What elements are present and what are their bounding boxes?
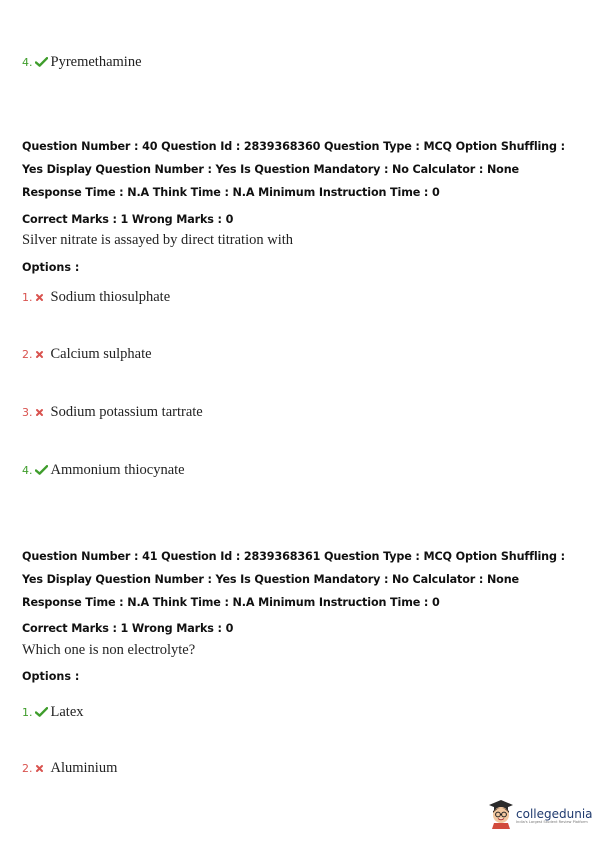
option-text: Sodium thiosulphate — [50, 289, 171, 305]
option-number: 4. — [22, 56, 33, 69]
question-40-option-1 — [22, 288, 170, 306]
question-40-option-2 — [22, 345, 152, 363]
option-text: Pyremethamine — [50, 54, 142, 70]
option-4-previous — [22, 53, 142, 71]
brand-tagline: India's Largest Student Review Platform — [516, 820, 588, 824]
question-40-meta: Question Number : 40 Question Id : 2839368360 Question Type : MCQ Option Shuffling : Yes Display Question Number : Yes Is Question Mandatory : No Calculator : None Response Time : N.A Think Time : N.A Minimum Instruction Time : 0 — [22, 140, 565, 199]
option-text: Calcium sulphate — [50, 346, 152, 362]
collegedunia-logo — [488, 799, 593, 834]
question-41-options-label: Options : — [22, 670, 80, 683]
cross-icon — [35, 346, 48, 364]
question-41-option-2 — [22, 759, 117, 777]
question-40-option-3 — [22, 403, 203, 421]
question-41-meta: Question Number : 41 Question Id : 2839368361 Question Type : MCQ Option Shuffling : Yes Display Question Number : Yes Is Question Mandatory : No Calculator : None Response Time : N.A Think Time : N.A Minimum Instruction Time : 0 — [22, 550, 565, 609]
check-icon — [35, 704, 48, 722]
option-number: 3. — [22, 406, 33, 419]
option-number: 2. — [22, 762, 33, 775]
mascot-icon — [488, 799, 514, 834]
question-41-marks: Correct Marks : 1 Wrong Marks : 0 — [22, 622, 234, 635]
question-40-marks: Correct Marks : 1 Wrong Marks : 0 — [22, 213, 234, 226]
option-text: Aluminium — [50, 760, 118, 776]
cross-icon — [35, 404, 48, 422]
option-number: 1. — [22, 291, 33, 304]
option-text: Latex — [50, 704, 84, 720]
question-41-text: Which one is non electrolyte? — [22, 642, 196, 658]
option-number: 1. — [22, 706, 33, 719]
cross-icon — [35, 289, 48, 307]
check-icon — [35, 54, 48, 72]
question-40-text: Silver nitrate is assayed by direct titration with — [22, 232, 294, 248]
option-number: 4. — [22, 464, 33, 477]
cross-icon — [35, 760, 48, 778]
check-icon — [35, 462, 48, 480]
question-40-option-4 — [22, 461, 185, 479]
question-41-option-1 — [22, 703, 84, 721]
brand-name: collegedunia — [516, 807, 593, 821]
question-40-options-label: Options : — [22, 261, 80, 274]
option-number: 2. — [22, 348, 33, 361]
option-text: Ammonium thiocynate — [50, 462, 185, 478]
option-text: Sodium potassium tartrate — [50, 404, 203, 420]
